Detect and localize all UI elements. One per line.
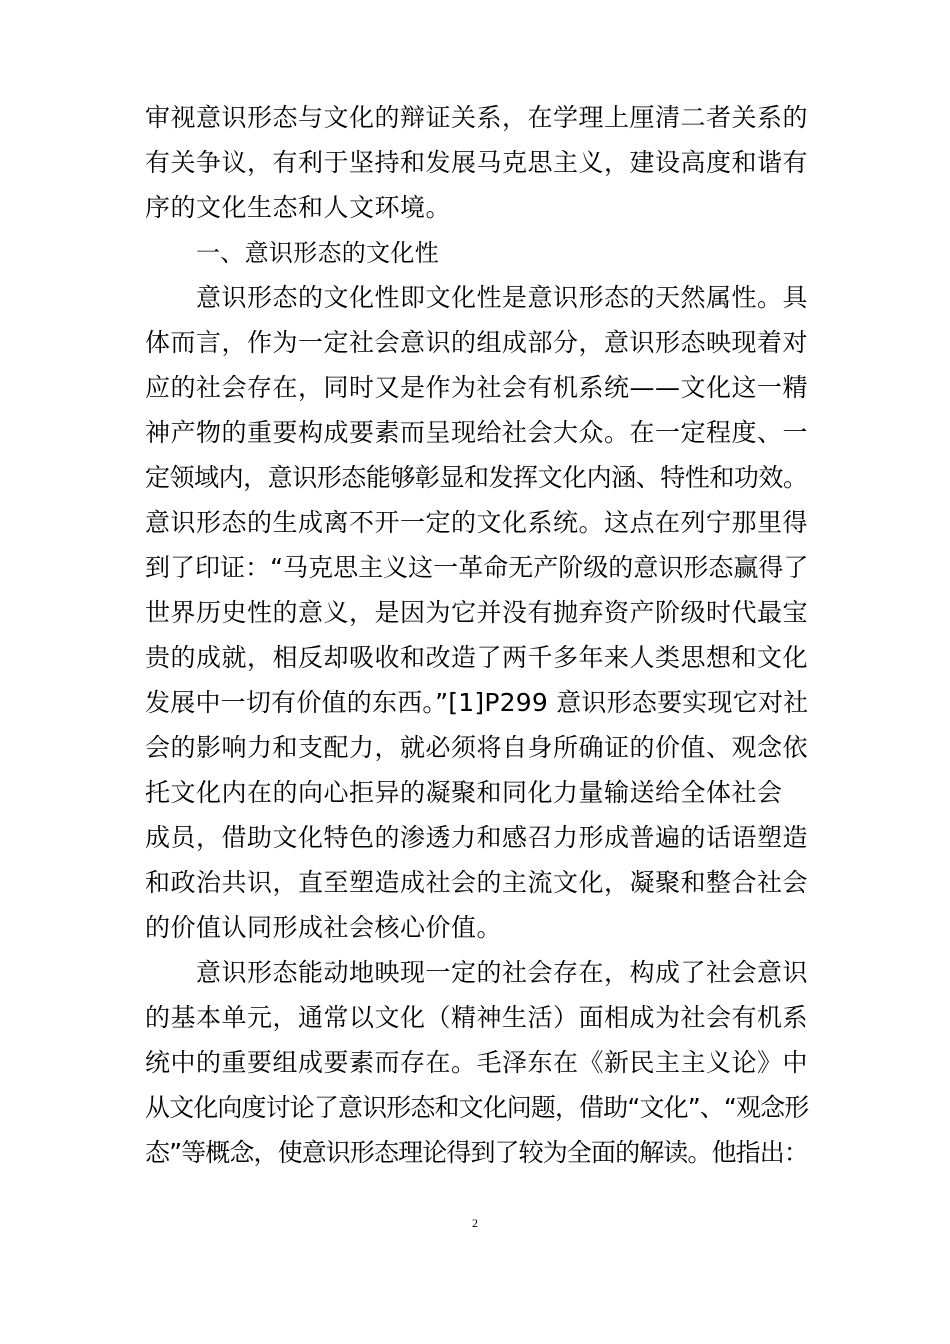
- paragraph-line: 和政治共识，直至塑造成社会的主流文化，凝聚和整合社会: [145, 868, 809, 897]
- page-number: 2: [472, 1216, 478, 1230]
- paragraph-line: 神产物的重要构成要素而呈现给社会大众。在一定程度、一: [145, 418, 809, 447]
- paragraph-line: 统中的重要组成要素而存在。毛泽东在《新民主主义论》中: [145, 1048, 809, 1077]
- paragraph-line: 贵的成就，相反却吸收和改造了两千多年来人类思想和文化: [145, 643, 809, 672]
- paragraph-line: 的基本单元，通常以文化（精神生活）面相成为社会有机系: [145, 1003, 809, 1032]
- paragraph-line: 意识形态的生成离不开一定的文化系统。这点在列宁那里得: [145, 508, 809, 537]
- paragraph-line: 从文化向度讨论了意识形态和文化问题，借助“文化”、“观念形: [145, 1093, 809, 1122]
- paragraph-line: 到了印证：“马克思主义这一革命无产阶级的意识形态赢得了: [145, 553, 809, 582]
- paragraph-line: 成员，借助文化特色的渗透力和感召力形成普遍的话语塑造: [145, 823, 809, 852]
- paragraph-line: 的价值认同形成社会核心价值。: [145, 913, 503, 942]
- paragraph-line: 世界历史性的意义，是因为它并没有抛弃资产阶级时代最宝: [145, 598, 809, 627]
- paragraph-line: 意识形态的文化性即文化性是意识形态的天然属性。具: [196, 283, 809, 312]
- paragraph-line: 发展中一切有价值的东西。”[1]P299 意识形态要实现它对社: [145, 688, 809, 717]
- paragraph-line: 序的文化生态和人文环境。: [145, 193, 452, 222]
- paragraph-line: 应的社会存在，同时又是作为社会有机系统——文化这一精: [145, 373, 809, 402]
- paragraph-line: 审视意识形态与文化的辩证关系，在学理上厘清二者关系的: [145, 103, 809, 132]
- paragraph-line: 体而言，作为一定社会意识的组成部分，意识形态映现着对: [145, 328, 809, 357]
- paragraph-line: 会的影响力和支配力，就必须将自身所确证的价值、观念依: [145, 733, 809, 762]
- paragraph-line: 态”等概念，使意识形态理论得到了较为全面的解读。他指出：: [145, 1138, 808, 1167]
- paragraph-line: 有关争议，有利于坚持和发展马克思主义，建设高度和谐有: [145, 148, 809, 177]
- section-heading: 一、意识形态的文化性: [196, 239, 439, 267]
- paragraph-line: 定领域内，意识形态能够彰显和发挥文化内涵、特性和功效。: [145, 463, 808, 492]
- paragraph-line: 托文化内在的向心拒异的凝聚和同化力量输送给全体社会: [145, 778, 783, 807]
- paragraph-line: 意识形态能动地映现一定的社会存在，构成了社会意识: [196, 958, 809, 987]
